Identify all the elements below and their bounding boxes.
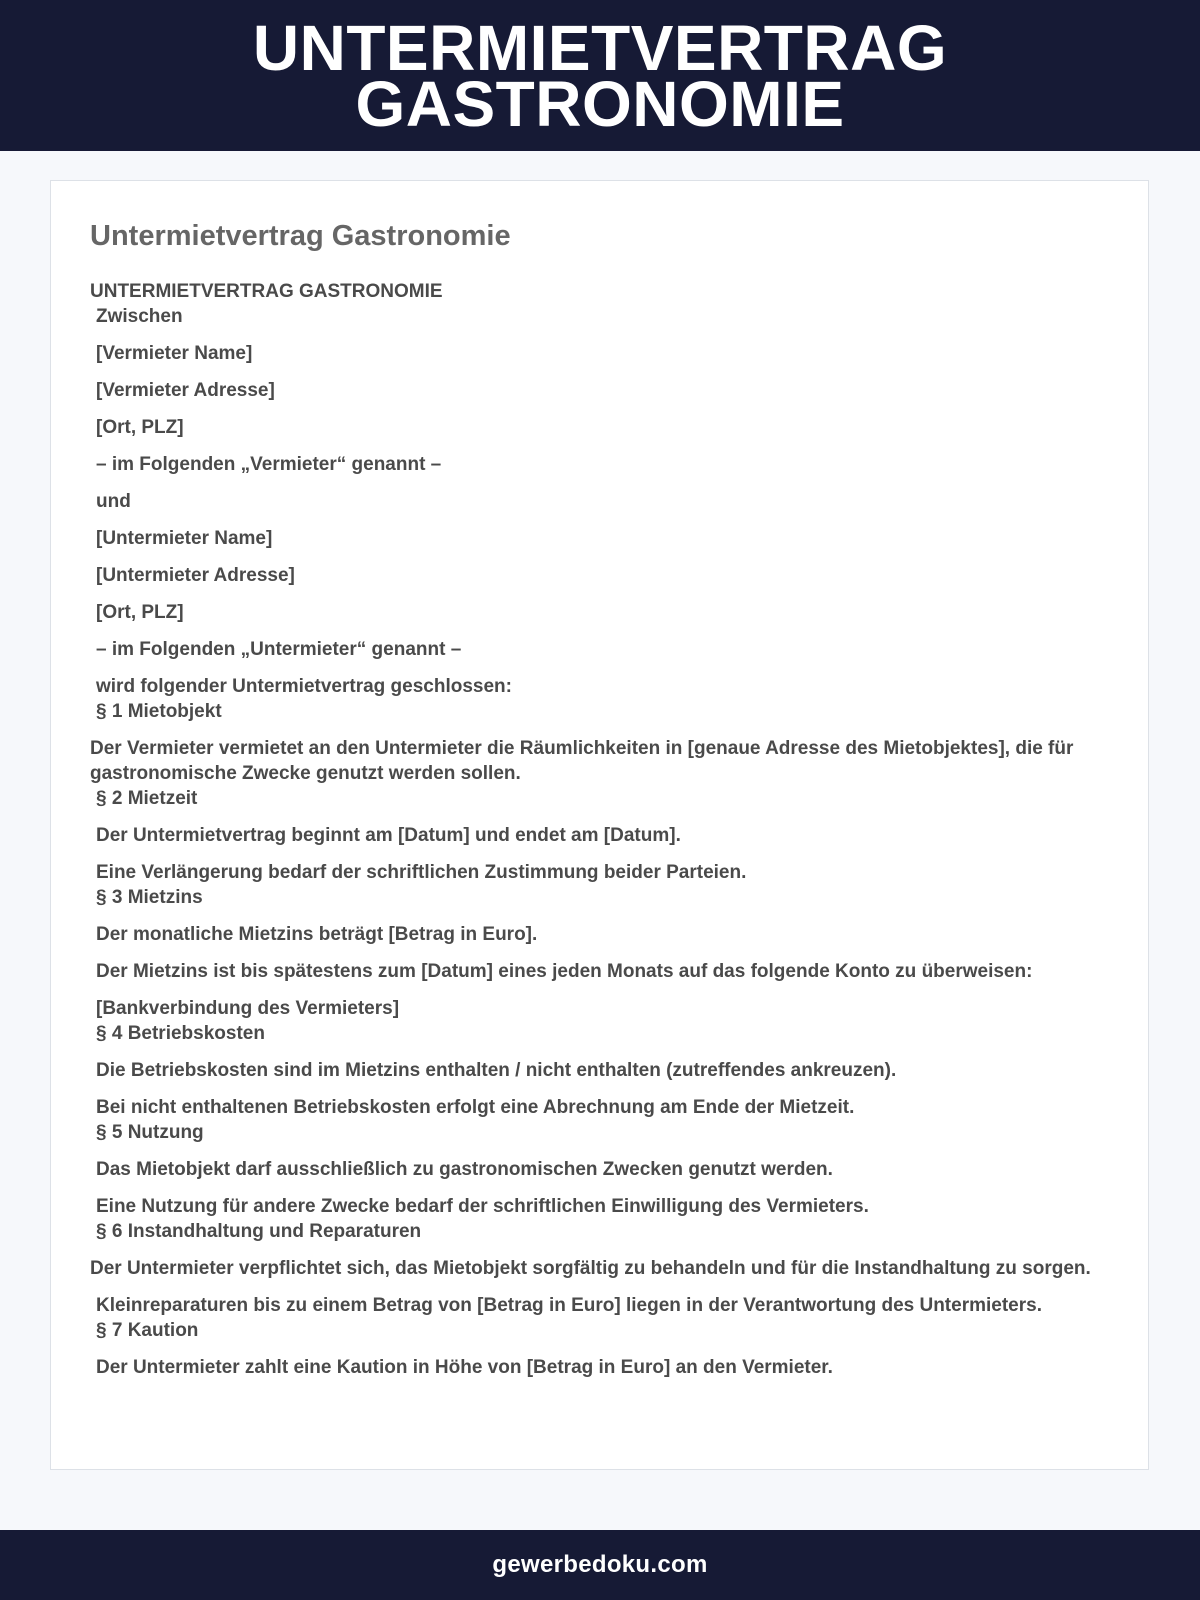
section-heading: § 1 Mietobjekt — [96, 701, 222, 722]
contract-line: wird folgender Untermietvertrag geschlossen: — [96, 676, 512, 697]
contract-line: Eine Verlängerung bedarf der schriftlichen Zustimmung beider Parteien. — [96, 862, 747, 883]
section-heading: § 7 Kaution — [96, 1320, 199, 1341]
banner-title-line-2: GASTRONOMIE — [355, 67, 845, 140]
section-heading: § 5 Nutzung — [96, 1122, 204, 1143]
contract-line: [Untermieter Adresse] — [96, 565, 295, 586]
contract-line: [Vermieter Adresse] — [96, 380, 275, 401]
contract-line: Eine Nutzung für andere Zwecke bedarf der schriftlichen Einwilligung des Vermieters. — [96, 1196, 869, 1217]
contract-line: Der Untermieter verpflichtet sich, das Mietobjekt sorgfältig zu behandeln und für die Instandhaltung zu sorgen. — [90, 1258, 1091, 1279]
footer-site-name: gewerbedoku.com — [492, 1551, 708, 1578]
footer-banner — [0, 1530, 1200, 1600]
contract-line: – im Folgenden „Untermieter“ genannt – — [96, 639, 462, 660]
contract-heading: UNTERMIETVERTRAG GASTRONOMIE — [90, 281, 443, 302]
section-heading: § 2 Mietzeit — [96, 788, 198, 809]
contract-line: Der Vermieter vermietet an den Untermieter die Räumlichkeiten in [genaue Adresse des Mietobjektes], die für gastronomische Zwecke genutzt werden sollen. — [90, 738, 1074, 784]
card-title: Untermietvertrag Gastronomie — [90, 220, 511, 252]
contract-line: Der Mietzins ist bis spätestens zum [Datum] eines jeden Monats auf das folgende Konto zu überweisen: — [96, 961, 1033, 982]
contract-line: [Ort, PLZ] — [96, 602, 184, 623]
document-card — [50, 180, 1149, 1470]
contract-line: Kleinreparaturen bis zu einem Betrag von [Betrag in Euro] liegen in der Verantwortung des Untermieters. — [96, 1295, 1042, 1316]
section-heading: § 6 Instandhaltung und Reparaturen — [96, 1221, 422, 1242]
contract-line: Die Betriebskosten sind im Mietzins enthalten / nicht enthalten (zutreffendes ankreuzen). — [96, 1060, 897, 1081]
contract-line: Das Mietobjekt darf ausschließlich zu gastronomischen Zwecken genutzt werden. — [96, 1159, 833, 1180]
contract-line: Der monatliche Mietzins beträgt [Betrag in Euro]. — [96, 924, 538, 945]
contract-line: [Untermieter Name] — [96, 528, 273, 549]
contract-line: [Vermieter Name] — [96, 343, 253, 364]
contract-line: – im Folgenden „Vermieter“ genannt – — [96, 454, 442, 475]
section-heading: § 4 Betriebskosten — [96, 1023, 265, 1044]
contract-line: Der Untermietvertrag beginnt am [Datum] und endet am [Datum]. — [96, 825, 681, 846]
contract-line: Bei nicht enthaltenen Betriebskosten erfolgt eine Abrechnung am Ende der Mietzeit. — [96, 1097, 855, 1118]
contract-line: und — [96, 491, 131, 512]
banner-title-line-1: UNTERMIETVERTRAG — [252, 11, 948, 84]
contract-text — [90, 279, 1110, 1380]
title-banner — [0, 0, 1200, 151]
contract-line: [Bankverbindung des Vermieters] — [96, 998, 400, 1019]
contract-line: Zwischen — [96, 306, 183, 327]
section-heading: § 3 Mietzins — [96, 887, 203, 908]
contract-line: Der Untermieter zahlt eine Kaution in Höhe von [Betrag in Euro] an den Vermieter. — [96, 1357, 833, 1378]
contract-line: [Ort, PLZ] — [96, 417, 184, 438]
